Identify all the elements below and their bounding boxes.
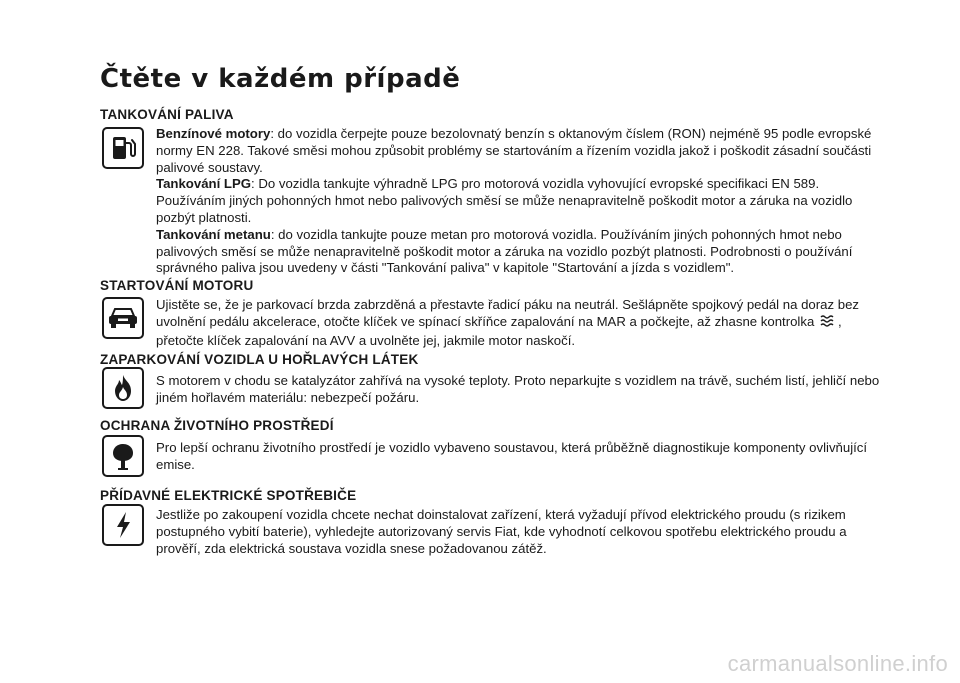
electrical-text [156, 507, 890, 557]
start-paragraph [156, 297, 890, 349]
parking-text [156, 373, 890, 407]
section-start [100, 278, 890, 349]
fuel-paragraph-lpg [156, 176, 890, 226]
fuel-text [156, 126, 890, 277]
fuel-pump-icon [102, 127, 144, 169]
fuel-paragraph-methane [156, 227, 890, 277]
electrical-paragraph: Jestliže po zakoupení vozidla chcete nechat doinstalovat zařízení, která vyžadují přívod elektrického proudu (s rizikem postupného vybití baterie), vyhledejte autorizovaný servis Fiat, kde vyhodnotí celkovou spotřebu elektrického proudu a prověří, zda elektrická soustava vozidla snese požadovanou zátěž. [156, 507, 847, 556]
page-title: Čtěte v každém případě [100, 64, 461, 94]
section-heading-parking: ZAPARKOVÁNÍ VOZIDLA U HOŘLAVÝCH LÁTEK [100, 352, 419, 367]
fuel-text-petrol: : do vozidla čerpejte pouze bezolovnatý benzín s oktanovým číslem (RON) nejméně 95 podle evropské normy EN 228. Takové směsi mohou způsobit problémy se startováním a řízením vozidla jakož i poškodit zásadní součásti palivové soustavy. [156, 126, 872, 175]
lightning-icon [102, 504, 144, 546]
fuel-text-lpg: : Do vozidla tankujte výhradně LPG pro motorová vozidla vyhovující evropské specifikaci EN 589. Používáním jiných pohonných hmot nebo palivových směsí se může nenapravitelně poškodit motor a záruka na vozidlo pozbýt platnosti. [156, 176, 853, 225]
fuel-label-lpg: Tankování LPG [156, 176, 252, 192]
fuel-label-methane: Tankování metanu [156, 226, 271, 242]
environment-text [156, 440, 890, 474]
section-fuel [100, 107, 890, 277]
section-parking [100, 352, 890, 407]
start-text [156, 297, 890, 349]
section-heading-electrical: PŘÍDAVNÉ ELEKTRICKÉ SPOTŘEBIČE [100, 488, 357, 503]
environment-paragraph: Pro lepší ochranu životního prostředí je vozidlo vybaveno soustavou, která průběžně diagnostikuje komponenty ovlivňující emise. [156, 440, 868, 472]
start-text-before: Ujistěte se, že je parkovací brzda zabrzděná a přestavte řadicí páku na neutrál. Sešlápněte spojkový pedál na doraz bez uvolnění pedálu akcelerace, otočte klíček ve spínací skříňce zapalování na MAR a počkejte, až zhasne kontrolka [156, 297, 860, 329]
section-electrical [100, 488, 890, 557]
glow-plug-warning-icon [818, 314, 838, 333]
fuel-text-methane: : do vozidla tankujte pouze metan pro motorová vozidla. Používáním jiných pohonných hmot nebo palivových směsí se může nenapravitelně poškodit motor a záruka na vozidlo pozbýt platnosti. Podrobnosti o používání správného paliva jsou uvedeny v části "Tankování paliva" v kapitole "Startování a jízda s vozidlem". [156, 226, 853, 276]
watermark: carmanualsonline.info [727, 651, 948, 676]
flame-icon [102, 367, 144, 409]
section-heading-start: STARTOVÁNÍ MOTORU [100, 278, 254, 293]
fuel-label-petrol: Benzínové motory [156, 126, 271, 141]
fuel-paragraph-petrol [156, 126, 890, 176]
tree-icon [102, 435, 144, 477]
car-icon [102, 297, 144, 339]
parking-paragraph: S motorem v chodu se katalyzátor zahřívá na vysoké teploty. Proto neparkujte s vozidlem na trávě, suchém listí, jehličí nebo jiném hořlavém materiálu: nebezpečí požáru. [156, 373, 880, 405]
start-text-after: , přetočte klíček zapalování na AVV a uvolněte jej, jakmile motor naskočí. [156, 313, 842, 348]
section-environment [100, 418, 890, 474]
section-heading-fuel: TANKOVÁNÍ PALIVA [100, 107, 234, 122]
section-heading-environment: OCHRANA ŽIVOTNÍHO PROSTŘEDÍ [100, 418, 334, 433]
